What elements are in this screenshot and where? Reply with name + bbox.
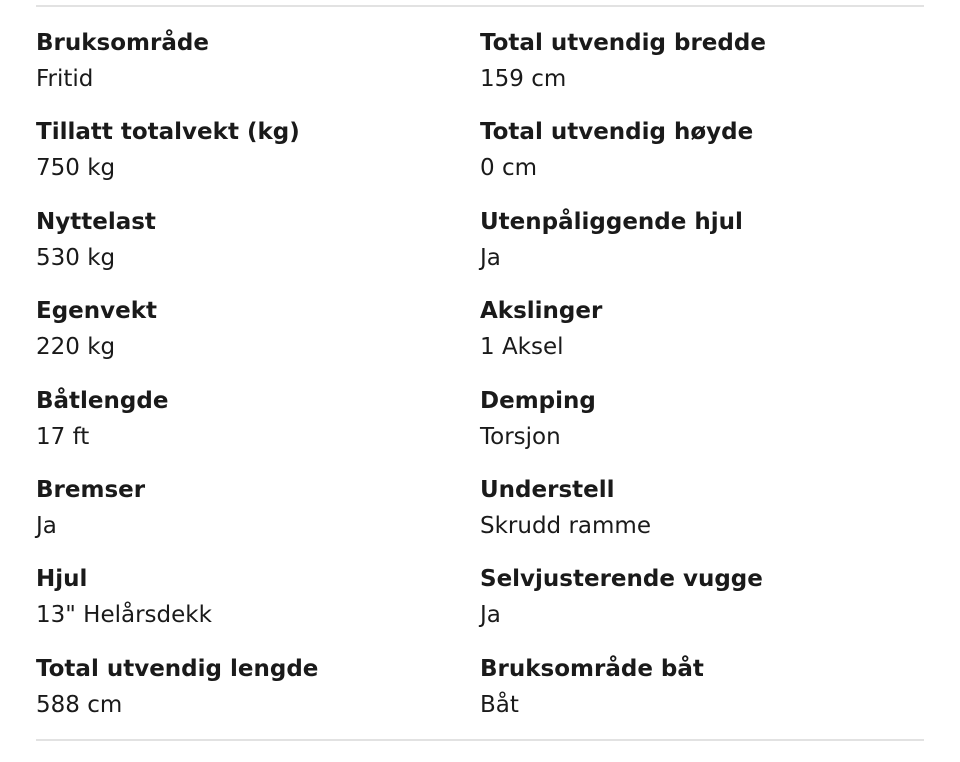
spec-demping <box>480 384 924 473</box>
spec-label: Understell <box>480 476 615 503</box>
top-divider <box>36 5 924 7</box>
spec-value: 220 kg <box>36 334 116 361</box>
spec-label: Total utvendig bredde <box>480 30 766 56</box>
spec-label: Hjul <box>36 566 88 593</box>
spec-value: Ja <box>480 602 501 629</box>
spec-total-utvendig-hoyde <box>480 115 924 204</box>
spec-value: 750 kg <box>36 155 116 182</box>
spec-label: Egenvekt <box>36 298 158 325</box>
spec-label: Båtlengde <box>36 387 169 414</box>
spec-value: Ja <box>36 512 57 539</box>
spec-value: 530 kg <box>36 244 116 271</box>
spec-value: Skrudd ramme <box>480 512 651 539</box>
spec-label: Total utvendig høyde <box>480 119 754 146</box>
spec-hjul <box>36 562 480 651</box>
spec-utenpaliggende-hjul <box>480 205 924 294</box>
spec-value: 588 cm <box>36 691 123 718</box>
spec-nyttelast <box>36 205 480 294</box>
spec-bremser <box>36 473 480 562</box>
spec-value: Ja <box>480 244 501 271</box>
spec-label: Utenpåliggende hjul <box>480 208 743 235</box>
spec-label: Bremser <box>36 476 146 503</box>
spec-value: 1 Aksel <box>480 334 564 361</box>
spec-batlengde <box>36 384 480 473</box>
spec-value: Fritid <box>36 66 94 92</box>
spec-value: Torsjon <box>480 423 561 450</box>
spec-total-utvendig-lengde <box>36 652 480 741</box>
spec-label: Total utvendig lengde <box>36 655 319 682</box>
spec-value: 17 ft <box>36 423 90 450</box>
spec-value: 159 cm <box>480 66 567 92</box>
spec-selvjusterende-vugge <box>480 562 924 651</box>
spec-label: Tillatt totalvekt (kg) <box>36 119 300 146</box>
spec-label: Bruksområde båt <box>480 655 704 682</box>
spec-value: Båt <box>480 691 519 718</box>
spec-value: 0 cm <box>480 155 537 182</box>
spec-label: Demping <box>480 387 596 414</box>
spec-egenvekt <box>36 294 480 383</box>
spec-label: Selvjusterende vugge <box>480 566 763 593</box>
specifications-grid <box>36 26 924 741</box>
spec-value: 13" Helårsdekk <box>36 602 212 629</box>
spec-label: Akslinger <box>480 298 603 325</box>
spec-tillatt-totalvekt <box>36 115 480 204</box>
spec-akslinger <box>480 294 924 383</box>
spec-total-utvendig-bredde <box>480 26 924 115</box>
spec-label: Bruksområde <box>36 30 209 56</box>
bottom-divider <box>36 739 924 741</box>
spec-understell <box>480 473 924 562</box>
spec-bruksomrade <box>36 26 480 115</box>
spec-label: Nyttelast <box>36 208 156 235</box>
spec-bruksomrade-bat <box>480 652 924 741</box>
